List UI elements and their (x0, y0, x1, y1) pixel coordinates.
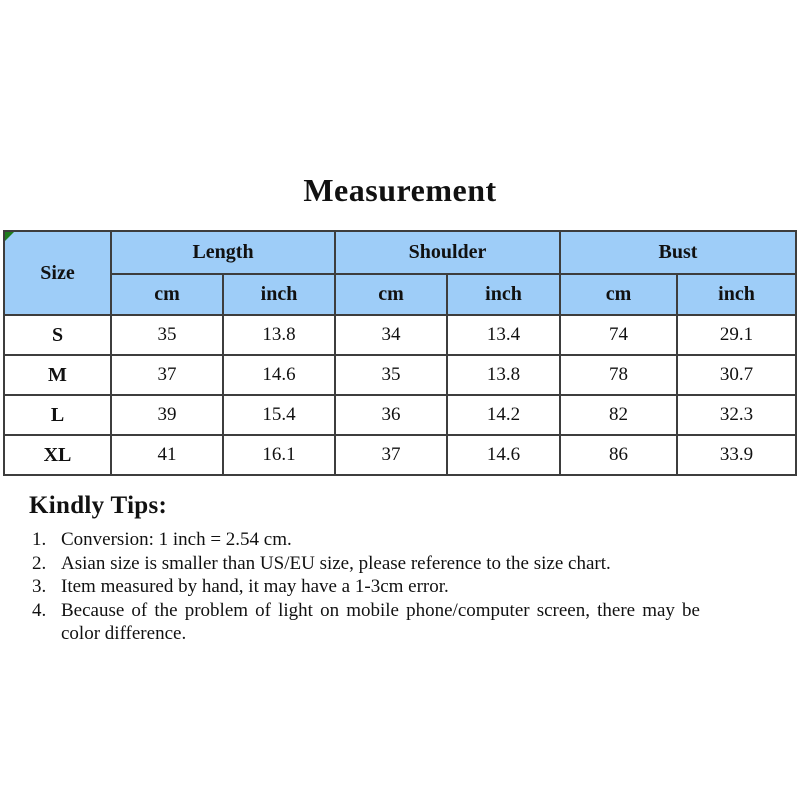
table-header-unit-row (4, 274, 796, 315)
cell-value: 39 (111, 395, 223, 435)
col-header-size: Size (4, 231, 111, 315)
table-row-l (4, 395, 796, 435)
cell-value: 35 (335, 355, 447, 395)
tip-number: 3. (32, 576, 47, 598)
tip-number: 1. (32, 529, 47, 550)
col-header-bust-cm: cm (560, 274, 677, 315)
cell-value: 14.6 (447, 435, 560, 475)
cell-value: 36 (335, 395, 447, 435)
cell-value: 29.1 (677, 315, 796, 355)
tip-text: Item measured by hand, it may have a 1-3cm error. (61, 576, 449, 598)
tip-text: Conversion: 1 inch = 2.54 cm. (61, 529, 292, 550)
tip-text: Because of the problem of light on mobile phone/computer screen, there may be color difference. (61, 599, 700, 645)
tips-list (32, 528, 700, 646)
corner-marker-triangle (5, 232, 14, 241)
size-label: M (4, 355, 111, 395)
tip-number: 2. (32, 552, 47, 574)
cell-value: 16.1 (223, 435, 335, 475)
cell-value: 14.2 (447, 395, 560, 435)
cell-value: 34 (335, 315, 447, 355)
tip-item (32, 575, 700, 599)
tip-text: Asian size is smaller than US/EU size, please reference to the size chart. (61, 552, 611, 574)
page-title: Measurement (303, 172, 497, 208)
col-header-shoulder-cm: cm (335, 274, 447, 315)
size-label: XL (4, 435, 111, 475)
cell-value: 30.7 (677, 355, 796, 395)
cell-value: 37 (111, 355, 223, 395)
cell-value: 35 (111, 315, 223, 355)
tip-item (32, 599, 700, 646)
cell-value: 86 (560, 435, 677, 475)
cell-value: 33.9 (677, 435, 796, 475)
col-group-bust: Bust (560, 231, 796, 274)
cell-value: 13.8 (447, 355, 560, 395)
table-row-s (4, 315, 796, 355)
cell-value: 41 (111, 435, 223, 475)
table-row-m (4, 355, 796, 395)
cell-value: 37 (335, 435, 447, 475)
tips-heading: Kindly Tips: (29, 492, 168, 519)
col-header-shoulder-inch: inch (447, 274, 560, 315)
col-header-length-inch: inch (223, 274, 335, 315)
size-label: S (4, 315, 111, 355)
col-group-shoulder: Shoulder (335, 231, 560, 274)
col-header-bust-inch: inch (677, 274, 796, 315)
cell-value: 14.6 (223, 355, 335, 395)
cell-value: 82 (560, 395, 677, 435)
size-table (3, 230, 797, 476)
cell-value: 15.4 (223, 395, 335, 435)
tip-item (32, 552, 700, 576)
cell-value: 13.4 (447, 315, 560, 355)
table-row-xl (4, 435, 796, 475)
table-header-group-row (4, 231, 796, 274)
size-label: L (4, 395, 111, 435)
col-group-length: Length (111, 231, 335, 274)
cell-value: 13.8 (223, 315, 335, 355)
cell-value: 74 (560, 315, 677, 355)
tip-number: 4. (32, 599, 47, 621)
col-header-length-cm: cm (111, 274, 223, 315)
tip-item (32, 528, 700, 552)
cell-value: 78 (560, 355, 677, 395)
measurement-table (3, 230, 795, 476)
cell-value: 32.3 (677, 395, 796, 435)
